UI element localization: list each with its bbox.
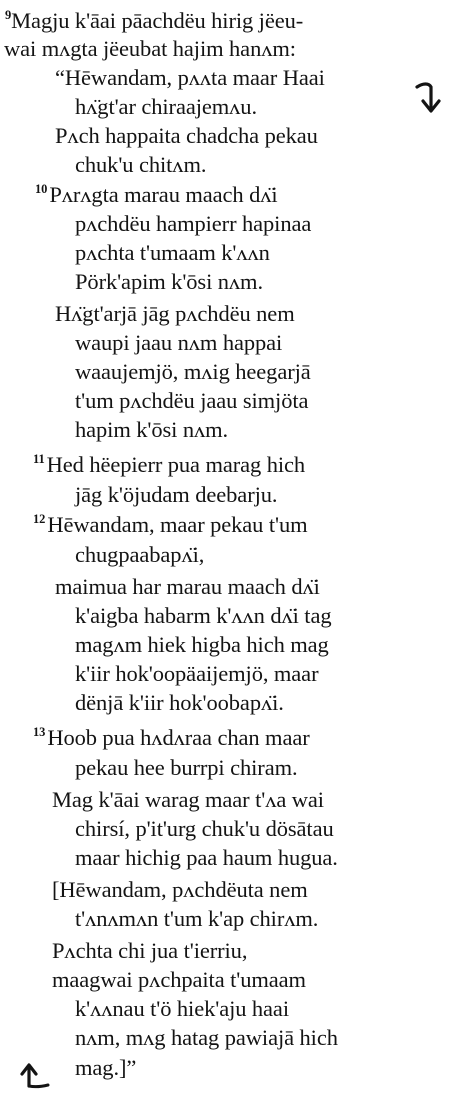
verse-13-line-6: [Hēwandam, pʌchdëuta nem — [52, 877, 308, 902]
verse-10-line-1 — [35, 184, 278, 207]
verse-10-line-4: Pörk'apim k'ōsi nʌm. — [75, 269, 263, 294]
verse-12-line-6: k'iir hok'oopäaijemjö, maar — [75, 661, 319, 686]
verse-number-12: 12 — [33, 512, 46, 526]
verse-9-line-2: wai mʌgta jëeubat hajim hanʌm: — [4, 36, 296, 61]
verse-10-line-3: pʌchta t'umaam k'ʌʌn — [75, 240, 270, 265]
up-arrow-icon — [18, 1060, 54, 1090]
verse-text: Hoob pua hʌdʌraa chan maar — [47, 725, 310, 750]
verse-13-line-3: Mag k'āai warag maar t'ʌa wai — [52, 787, 324, 812]
verse-13-line-7: t'ʌnʌmʌn t'um k'ap chirʌm. — [75, 906, 319, 931]
verse-number-9: 9 — [5, 8, 12, 22]
verse-12-line-7: dënjā k'iir hok'oobapʌ̈i. — [75, 690, 284, 715]
verse-10-line-7: waaujemjö, mʌig heegarjā — [75, 359, 311, 384]
verse-13-line-11: nʌm, mʌg hatag pawiajā hich — [75, 1025, 338, 1050]
verse-11-line-2: jāg k'öjudam deebarju. — [75, 482, 278, 507]
verse-text: Hed hëepierr pua marag hich — [46, 452, 306, 477]
verse-13-line-1 — [33, 727, 310, 750]
verse-text: Hēwandam, maar pekau t'um — [47, 512, 308, 537]
verse-12-line-3: maimua har marau maach dʌ̈i — [55, 574, 320, 599]
verse-text: Magju k'āai pāachdëu hirig jëeu- — [11, 8, 304, 33]
down-arrow-icon — [413, 80, 443, 118]
verse-12-line-2: chugpaabapʌ̈i, — [75, 542, 205, 567]
verse-number-13: 13 — [33, 725, 46, 739]
verse-text: Pʌrʌgta marau maach dʌ̈i — [49, 182, 278, 207]
verse-9-line-1 — [5, 10, 303, 33]
verse-10-line-8: t'um pʌchdëu jaau simjöta — [75, 388, 309, 413]
verse-12-line-4: k'aigba habarm k'ʌʌn dʌ̈i tag — [75, 603, 332, 628]
verse-12-line-1 — [33, 514, 308, 537]
verse-13-line-10: k'ʌʌnau t'ö hiek'aju haai — [75, 996, 289, 1021]
verse-9-line-5: Pʌch happaita chadcha pekau — [55, 123, 318, 148]
verse-13-line-8: Pʌchta chi jua t'ierriu, — [52, 938, 248, 963]
verse-11-line-1 — [33, 454, 305, 477]
verse-13-line-12: mag.]” — [75, 1055, 137, 1080]
verse-12-line-5: magʌm hiek higba hich mag — [75, 632, 329, 657]
verse-13-line-9: maagwai pʌchpaita t'umaam — [52, 967, 306, 992]
verse-10-line-2: pʌchdëu hampierr hapinaa — [75, 211, 312, 236]
verse-13-line-2: pekau hee burrpi chiram. — [75, 755, 298, 780]
verse-13-line-4: chirsí, p'it'urg chuk'u dösātau — [75, 816, 334, 841]
verse-10-line-6: waupi jaau nʌm happai — [75, 330, 283, 355]
verse-number-10: 10 — [35, 182, 48, 196]
verse-13-line-5: maar hichig paa haum hugua. — [75, 845, 338, 870]
verse-9-line-3: “Hēwandam, pʌʌta maar Haai — [55, 65, 325, 90]
verse-9-line-6: chuk'u chitʌm. — [75, 152, 207, 177]
verse-10-line-5: Hʌ̈gt'arjā jāg pʌchdëu nem — [55, 301, 295, 326]
verse-9-line-4: hʌ̈gt'ar chiraajemʌu. — [75, 94, 257, 119]
verse-number-11: 11 — [33, 452, 45, 466]
verse-10-line-9: hapim k'ōsi nʌm. — [75, 417, 229, 442]
